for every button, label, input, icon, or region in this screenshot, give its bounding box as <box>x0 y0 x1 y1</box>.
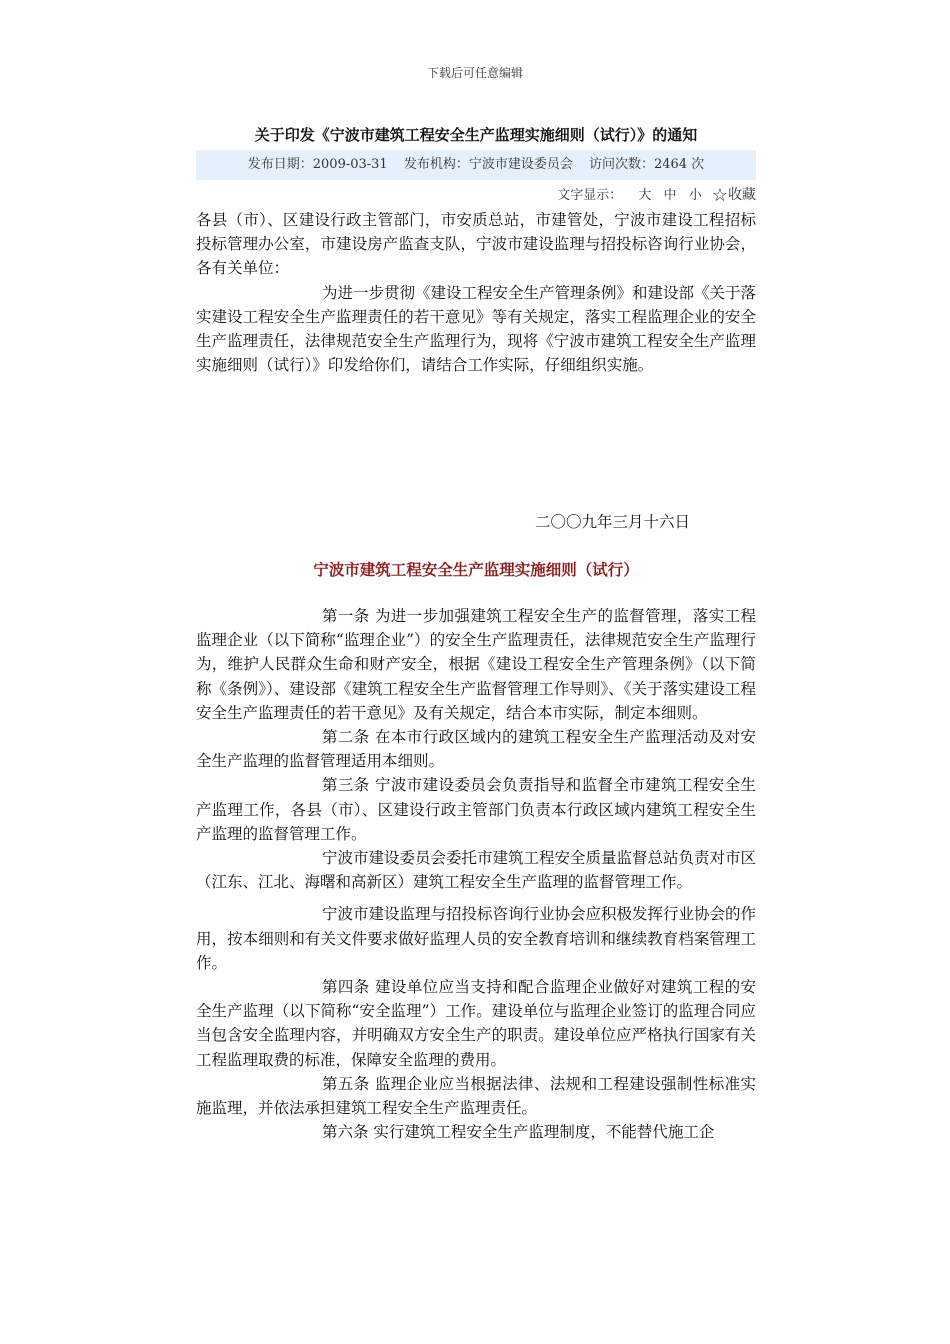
notice-body <box>196 208 756 377</box>
article-paragraph: 第五条 监理企业应当根据法律、法规和工程建设强制性标准实施监理，并依法承担建筑工程安全生产监理责任。 <box>196 1074 756 1118</box>
article-paragraph: 第三条 宁波市建设委员会负责指导和监督全市建筑工程安全生产监理工作，各县（市）、区建设行政主管部门负责本行政区域内建筑工程安全生产监理的监督管理工作。 <box>196 776 756 843</box>
visit-count: 访问次数：2464 次 <box>589 157 705 172</box>
font-size-small-link[interactable]: 小 <box>688 188 702 203</box>
header-note: 下载后可任意编辑 <box>426 66 523 80</box>
regulation-body <box>196 604 756 1144</box>
font-size-controls <box>196 184 756 207</box>
font-size-medium-link[interactable]: 中 <box>663 188 677 203</box>
article-paragraph: 第二条 在本市行政区域内的建筑工程安全生产监理活动及对安全生产监理的监督管理适用本细则。 <box>196 728 756 771</box>
star-icon: ☆ <box>711 185 728 206</box>
publish-org: 发布机构：宁波市建设委员会 <box>403 157 573 172</box>
article-paragraph: 第六条 实行建筑工程安全生产监理制度，不能替代施工企 <box>322 1123 715 1142</box>
addressees: 各县（市）、区建设行政主管部门，市安质总站，市建管处，宁波市建设工程招标投标管理办公室，市建设房产监查支队，宁波市建设监理与招投标咨询行业协会，各有关单位： <box>196 211 756 278</box>
article-paragraph: 第四条 建设单位应当支持和配合监理企业做好对建筑工程的安全生产监理（以下简称“安全监理”）工作。建设单位与监理企业签订的监理合同应当包含安全监理内容，并明确双方安全生产的职责。建设单位应严格执行国家有关工程监理取费的标准，保障安全监理的费用。 <box>196 978 756 1069</box>
meta-bar <box>196 150 756 180</box>
font-size-label: 文字显示： <box>557 188 623 203</box>
publish-date: 发布日期：2009-03-31 <box>247 157 388 172</box>
font-size-large-link[interactable]: 大 <box>638 188 652 203</box>
notice-date: 二〇〇九年三月十六日 <box>534 513 690 531</box>
article-paragraph: 宁波市建设监理与招投标咨询行业协会应积极发挥行业协会的作用，按本细则和有关文件要求做好监理人员的安全教育培训和继续教育档案管理工作。 <box>196 905 757 972</box>
article-paragraph: 宁波市建设委员会委托市建筑工程安全质量监督总站负责对市区（江东、江北、海曙和高新区）建筑工程安全生产监理的监督管理工作。 <box>196 849 757 892</box>
regulation-title: 宁波市建筑工程安全生产监理实施细则（试行） <box>313 560 639 579</box>
favorite-label: 收藏 <box>728 187 756 203</box>
notice-paragraph: 为进一步贯彻《建设工程安全生产管理条例》和建设部《关于落实建设工程安全生产监理责任的若干意见》等有关规定，落实工程监理企业的安全生产监理责任，法律规范安全生产监理行为，现将《宁波市建筑工程安全生产监理实施细则（试行）》印发给你们，请结合工作实际，仔细组织实施。 <box>196 283 757 375</box>
document-title: 关于印发《宁波市建筑工程安全生产监理实施细则（试行）》的通知 <box>254 126 698 144</box>
article-paragraph: 第一条 为进一步加强建筑工程安全生产的监督管理，落实工程监理企业（以下简称“监理企业”）的安全生产监理责任，法律规范安全生产监理行为，维护人民群众生命和财产安全，根据《建设工程安全生产管理条例》（以下简称《条例》）、建设部《建筑工程安全生产监督管理工作导则》、《关于落实建设工程安全生产监理责任的若干意见》及有关规定，结合本市实际，制定本细则。 <box>196 607 756 722</box>
favorite-button[interactable] <box>711 185 756 206</box>
